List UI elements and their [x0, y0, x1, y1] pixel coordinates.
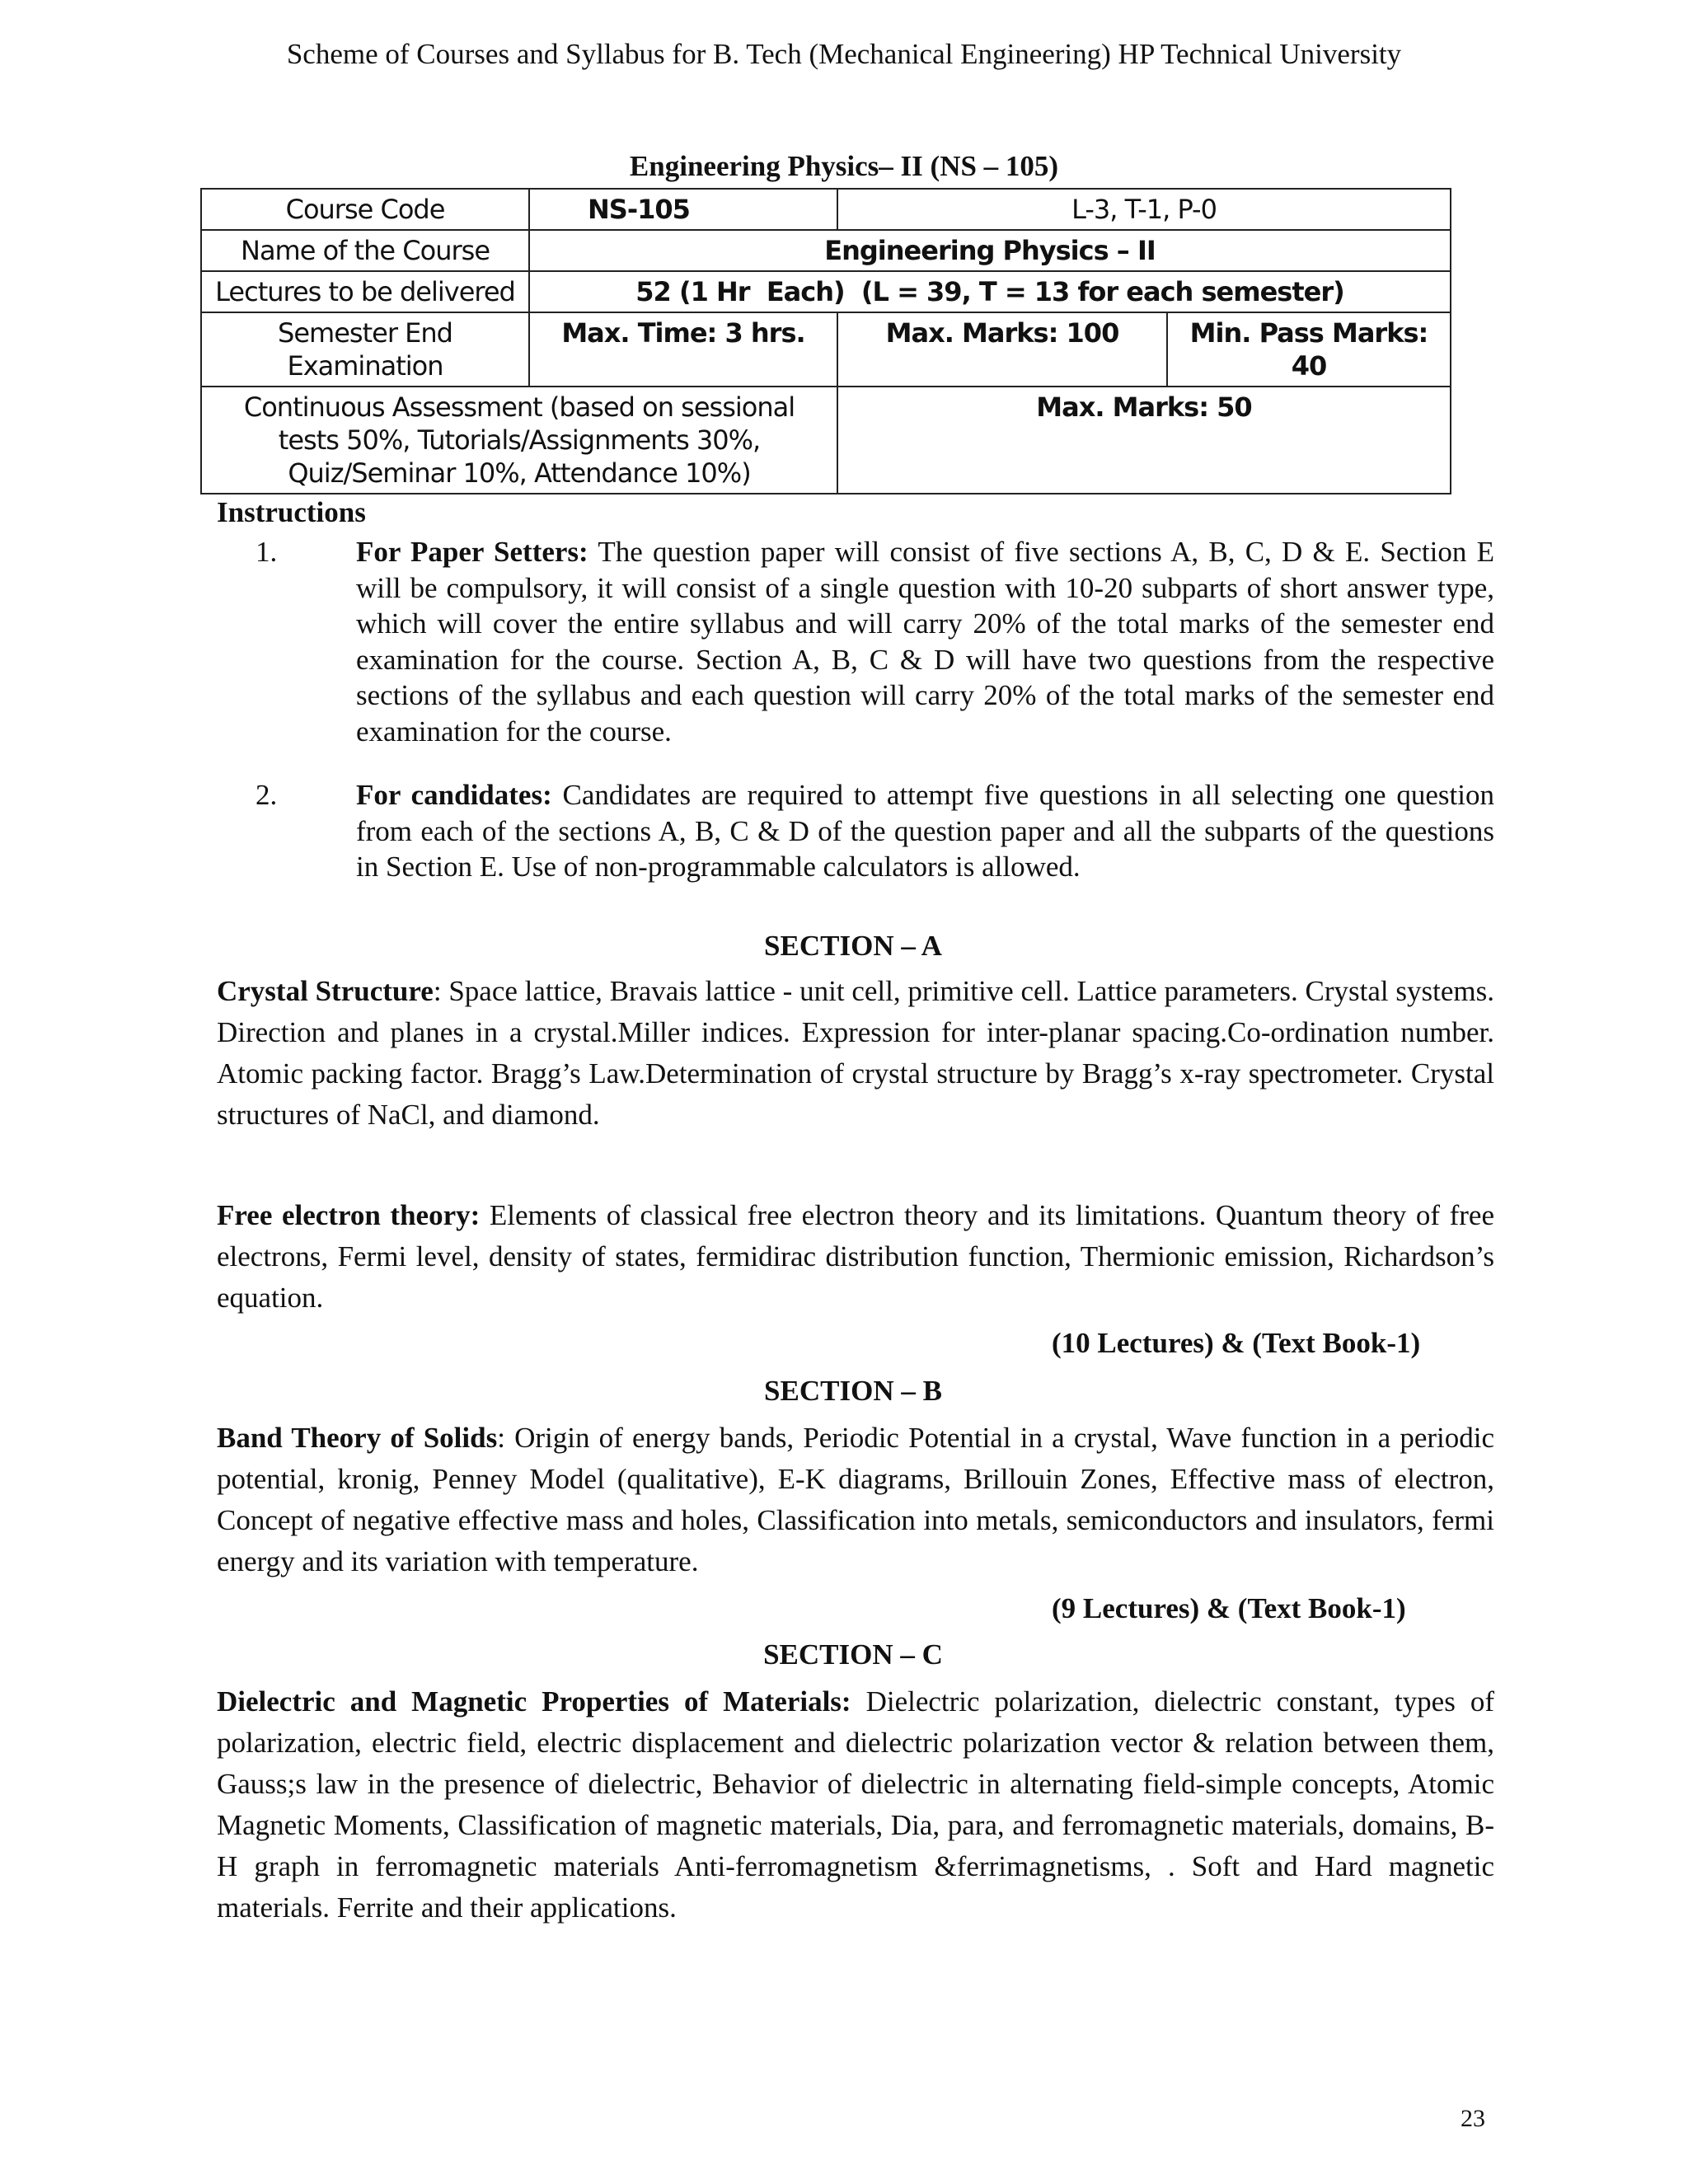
section-b-lectures: (9 Lectures) & (Text Book-1)	[1052, 1592, 1406, 1624]
band-theory-paragraph	[217, 1418, 1494, 1582]
min-pass-marks: Min. Pass Marks: 40	[1167, 312, 1451, 387]
max-time: Max. Time: 3 hrs.	[529, 312, 837, 387]
continuous-assessment-label: Continuous Assessment (based on sessional tests 50%, Tutorials/Assignments 30%, Quiz/Seminar 10%, Attendance 10%)	[201, 387, 837, 494]
course-name-label: Name of the Course	[201, 230, 529, 271]
free-electron-lead: Free electron theory:	[217, 1199, 481, 1231]
course-name-value: Engineering Physics – II	[529, 230, 1451, 271]
dielectric-paragraph	[217, 1681, 1494, 1929]
instruction-text: Candidates are required to attempt five questions in all selecting one question from each of the sections A, B, C & D of the question paper and all the subparts of the questions in Section E. Use of non-programmable calculators is allowed.	[356, 779, 1495, 883]
table-row	[201, 230, 1451, 271]
lectures-label: Lectures to be delivered	[201, 271, 529, 312]
course-info-table	[200, 188, 1451, 494]
instruction-text: The question paper will consist of five sections A, B, C, D & E. Section E will be compulsory, it will consist of a single question with 10-20 subparts of short answer type, which will cover the entire syllabus and will carry 20% of the total marks of the semester end examination for the course. Section A, B, C & D will have two questions from the respective sections of the syllabus and each question will carry 20% of the total marks of the semester end examination for the course.	[356, 536, 1494, 748]
band-theory-text: : Origin of energy bands, Periodic Potential in a crystal, Wave function in a periodic potential, kronig, Penney Model (qualitative), E-K diagrams, Brillouin Zones, Effective mass of electron, Concept of negative effective mass and holes, Classification into metals, semiconductors and insulators, fermi energy and its variation with temperature.	[217, 1422, 1494, 1577]
crystal-structure-paragraph	[217, 971, 1494, 1136]
dielectric-text: Dielectric polarization, dielectric constant, types of polarization, electric field, electric displacement and dielectric polarization vector & relation between them, Gauss;s law in the presence of dielectric, Behavior of dielectric in alternating field-simple concepts, Atomic Magnetic Moments, Classification of magnetic materials, Dia, para, and ferromagnetic materials, domains, B-H graph in ferromagnetic materials Anti-ferromagnetism &ferrimagnetisms, . Soft and Hard magnetic materials. Ferrite and their applications.	[217, 1685, 1494, 1924]
instruction-lead: For candidates:	[356, 779, 552, 811]
band-theory-lead: Band Theory of Solids	[217, 1422, 498, 1454]
instruction-item	[256, 777, 1494, 885]
section-a-heading: SECTION – A	[764, 930, 942, 962]
table-row	[201, 271, 1451, 312]
crystal-structure-lead: Crystal Structure	[217, 975, 434, 1007]
table-row	[201, 189, 1451, 230]
dielectric-lead: Dielectric and Magnetic Properties of Materials:	[217, 1685, 851, 1718]
instruction-number: 2.	[256, 779, 278, 811]
exam-label: Semester End Examination	[201, 312, 529, 387]
table-row	[201, 312, 1451, 387]
page-number: 23	[1461, 2105, 1485, 2132]
lectures-value: 52 (1 Hr Each) (L = 39, T = 13 for each semester)	[529, 271, 1451, 312]
course-code-value: NS-105	[529, 189, 837, 230]
ltp-value: L-3, T-1, P-0	[837, 189, 1451, 230]
table-row	[201, 387, 1451, 494]
course-title: Engineering Physics– II (NS – 105)	[629, 150, 1059, 182]
crystal-structure-text: : Space lattice, Bravais lattice - unit cell, primitive cell. Lattice parameters. Crystal systems. Direction and planes in a crystal.Miller indices. Expression for inter-planar spacing.Co-ordination number. Atomic packing factor. Bragg’s Law.Determination of crystal structure by Bragg’s x-ray spectrometer. Crystal structures of NaCl, and diamond.	[217, 975, 1494, 1131]
max-marks: Max. Marks: 100	[837, 312, 1167, 387]
section-b-heading: SECTION – B	[764, 1375, 942, 1407]
free-electron-paragraph	[217, 1195, 1494, 1319]
continuous-assessment-marks: Max. Marks: 50	[837, 387, 1451, 494]
page-header: Scheme of Courses and Syllabus for B. Tech (Mechanical Engineering) HP Technical University	[286, 38, 1402, 70]
course-code-label: Course Code	[201, 189, 529, 230]
section-a-lectures: (10 Lectures) & (Text Book-1)	[1052, 1327, 1421, 1359]
instruction-lead: For Paper Setters:	[356, 536, 588, 568]
instructions-heading: Instructions	[217, 496, 366, 528]
section-c-heading: SECTION – C	[763, 1638, 943, 1671]
instruction-item	[256, 534, 1494, 749]
free-electron-text: Elements of classical free electron theory and its limitations. Quantum theory of free electrons, Fermi level, density of states, fermidirac distribution function, Thermionic emission, Richardson’s equation.	[217, 1199, 1494, 1314]
instruction-number: 1.	[256, 536, 278, 568]
